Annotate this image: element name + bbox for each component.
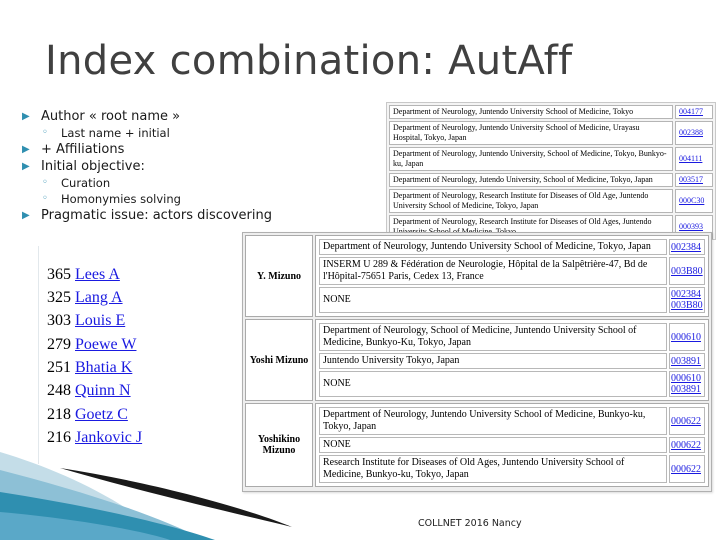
author-name-cell: Yoshikino Mizuno — [245, 403, 313, 487]
affiliation-row — [319, 239, 705, 255]
bullet-triangle-icon: ▶ — [22, 111, 30, 122]
bullet-item — [22, 207, 272, 224]
code-link[interactable]: 003B80 — [671, 300, 703, 311]
code-link[interactable]: 003891 — [671, 384, 701, 395]
table-row — [389, 189, 713, 213]
author-count: 279 — [47, 336, 71, 353]
author-count: 325 — [47, 289, 71, 306]
bullet-list — [22, 108, 272, 224]
code-link[interactable]: 003891 — [671, 355, 701, 367]
author-count: 251 — [47, 359, 71, 376]
table-row — [245, 403, 709, 487]
list-item — [47, 429, 142, 447]
code-link[interactable]: 000610 — [671, 373, 701, 384]
affiliation-cell: Department of Neurology, Research Institute for Diseases of Old Age, Juntendo University School of Medicine, Tokyo, Japan — [389, 189, 673, 213]
author-link[interactable]: Quinn N — [75, 382, 131, 399]
author-name-cell: Yoshi Mizuno — [245, 319, 313, 401]
code-link-cell — [669, 353, 705, 369]
affiliation-table-background — [386, 102, 716, 240]
affiliation-text: Juntendo University Tokyo, Japan — [319, 353, 667, 369]
bullet-item — [22, 108, 272, 125]
author-link[interactable]: Lees A — [75, 266, 120, 283]
affiliations-cell — [315, 319, 709, 401]
sub-bullet-item — [22, 125, 272, 141]
affiliation-text: Department of Neurology, Juntendo University School of Medicine, Bunkyo-ku, Tokyo, Japan — [319, 407, 667, 435]
list-item — [47, 382, 131, 400]
bullet-text: Pragmatic issue: actors discovering — [41, 208, 272, 223]
table-row — [245, 235, 709, 317]
affiliation-text: Research Institute for Diseases of Old Ages, Juntendo University School of Medicine, Bunkyo-ku, Tokyo, Japan — [319, 455, 667, 483]
list-item — [47, 336, 136, 354]
bullet-item — [22, 141, 272, 158]
affiliation-text: Department of Neurology, School of Medicine, Juntendo University School of Medicine, Bunkyo-Ku, Tokyo, Japan — [319, 323, 667, 351]
code-link[interactable]: 003517 — [675, 173, 713, 187]
code-link-cell — [669, 437, 705, 453]
code-link[interactable]: 000622 — [671, 439, 701, 451]
code-link[interactable]: 000622 — [671, 463, 701, 475]
author-count: 216 — [47, 429, 71, 446]
author-link[interactable]: Lang A — [75, 289, 123, 306]
affiliation-cell: Department of Neurology, Juntendo University, School of Medicine, Tokyo, Bunkyo-ku, Japan — [389, 147, 673, 171]
bullet-text: Initial objective: — [41, 159, 145, 174]
code-link[interactable]: 004111 — [675, 147, 713, 171]
affiliation-row — [319, 287, 705, 313]
author-link[interactable]: Poewe W — [75, 336, 137, 353]
code-link-cell — [669, 239, 705, 255]
list-item — [47, 406, 128, 424]
affiliation-text: NONE — [319, 437, 667, 453]
sub-bullet-item — [22, 191, 272, 207]
table-row — [389, 105, 713, 119]
affiliation-cell: Department of Neurology, Jutendo University, School of Medicine, Tokyo, Japan — [389, 173, 673, 187]
code-link-cell — [669, 407, 705, 435]
bullet-text: + Affiliations — [41, 142, 125, 157]
affiliation-row — [319, 371, 705, 397]
list-item — [47, 312, 125, 330]
sub-bullet-item — [22, 175, 272, 191]
author-link[interactable]: Goetz C — [75, 406, 128, 423]
table-row — [389, 147, 713, 171]
author-link[interactable]: Louis E — [75, 312, 126, 329]
list-item — [47, 266, 120, 284]
slide-footer: COLLNET 2016 Nancy — [418, 518, 522, 529]
code-link-cell — [669, 371, 705, 397]
author-count: 303 — [47, 312, 71, 329]
list-item — [47, 359, 132, 377]
affiliation-row — [319, 437, 705, 453]
author-count: 218 — [47, 406, 71, 423]
code-link-cell — [669, 287, 705, 313]
author-link[interactable]: Jankovic J — [75, 429, 143, 446]
code-link-cell — [669, 455, 705, 483]
code-link-cell — [669, 257, 705, 285]
author-affiliation-table — [242, 232, 712, 492]
bullet-triangle-icon: ▶ — [22, 161, 30, 172]
sub-bullet-text: Curation — [61, 176, 111, 190]
affiliation-row — [319, 353, 705, 369]
sub-bullet-circle-icon: ◦ — [42, 177, 48, 188]
bullet-triangle-icon: ▶ — [22, 144, 30, 155]
bullet-text: Author « root name » — [41, 109, 181, 124]
code-link[interactable]: 000622 — [671, 415, 701, 427]
code-link-cell — [669, 323, 705, 351]
affiliation-row — [319, 407, 705, 435]
list-item — [47, 289, 123, 307]
bullet-item — [22, 158, 272, 175]
affiliation-text: NONE — [319, 371, 667, 397]
code-link[interactable]: 000C30 — [675, 189, 713, 213]
table-row — [245, 319, 709, 401]
affiliations-cell — [315, 235, 709, 317]
affiliation-row — [319, 323, 705, 351]
affiliation-text: NONE — [319, 287, 667, 313]
code-link[interactable]: 003B80 — [671, 265, 703, 277]
table-row — [389, 173, 713, 187]
sub-bullet-text: Homonymies solving — [61, 192, 181, 206]
bullet-triangle-icon: ▶ — [22, 210, 30, 221]
code-link[interactable]: 000393 — [675, 215, 713, 239]
slide-title: Index combination: AutAff — [45, 38, 573, 84]
table-row — [389, 121, 713, 145]
affiliation-cell: Department of Neurology, Juntendo University School of Medicine, Tokyo — [389, 105, 673, 119]
author-count: 248 — [47, 382, 71, 399]
code-link[interactable]: 002384 — [671, 241, 701, 253]
affiliation-text: INSERM U 289 & Fédération de Neurologie, Hôpital de la Salpêtrière-47, Bd de l'Hôpital-75651 Paris, Cedex 13, France — [319, 257, 667, 285]
sub-bullet-text: Last name + initial — [61, 126, 170, 140]
author-count: 365 — [47, 266, 71, 283]
sub-bullet-circle-icon: ◦ — [42, 127, 48, 138]
code-link[interactable]: 002384 — [671, 289, 701, 300]
code-link[interactable]: 002388 — [675, 121, 713, 145]
author-name-cell: Y. Mizuno — [245, 235, 313, 317]
affiliation-text: Department of Neurology, Juntendo University School of Medicine, Tokyo, Japan — [319, 239, 667, 255]
affiliations-cell — [315, 403, 709, 487]
code-link[interactable]: 000610 — [671, 331, 701, 343]
code-link[interactable]: 004177 — [675, 105, 713, 119]
author-link[interactable]: Bhatia K — [75, 359, 133, 376]
author-ranking-list — [38, 246, 243, 464]
sub-bullet-circle-icon: ◦ — [42, 193, 48, 204]
affiliation-row — [319, 455, 705, 483]
affiliation-row — [319, 257, 705, 285]
affiliation-cell: Department of Neurology, Research Institute for Diseases of Old Ages, Juntendo — [389, 215, 673, 239]
affiliation-cell: Department of Neurology, Juntendo University School of Medicine, Urayasu Hospital, Tokyo, Japan — [389, 121, 673, 145]
